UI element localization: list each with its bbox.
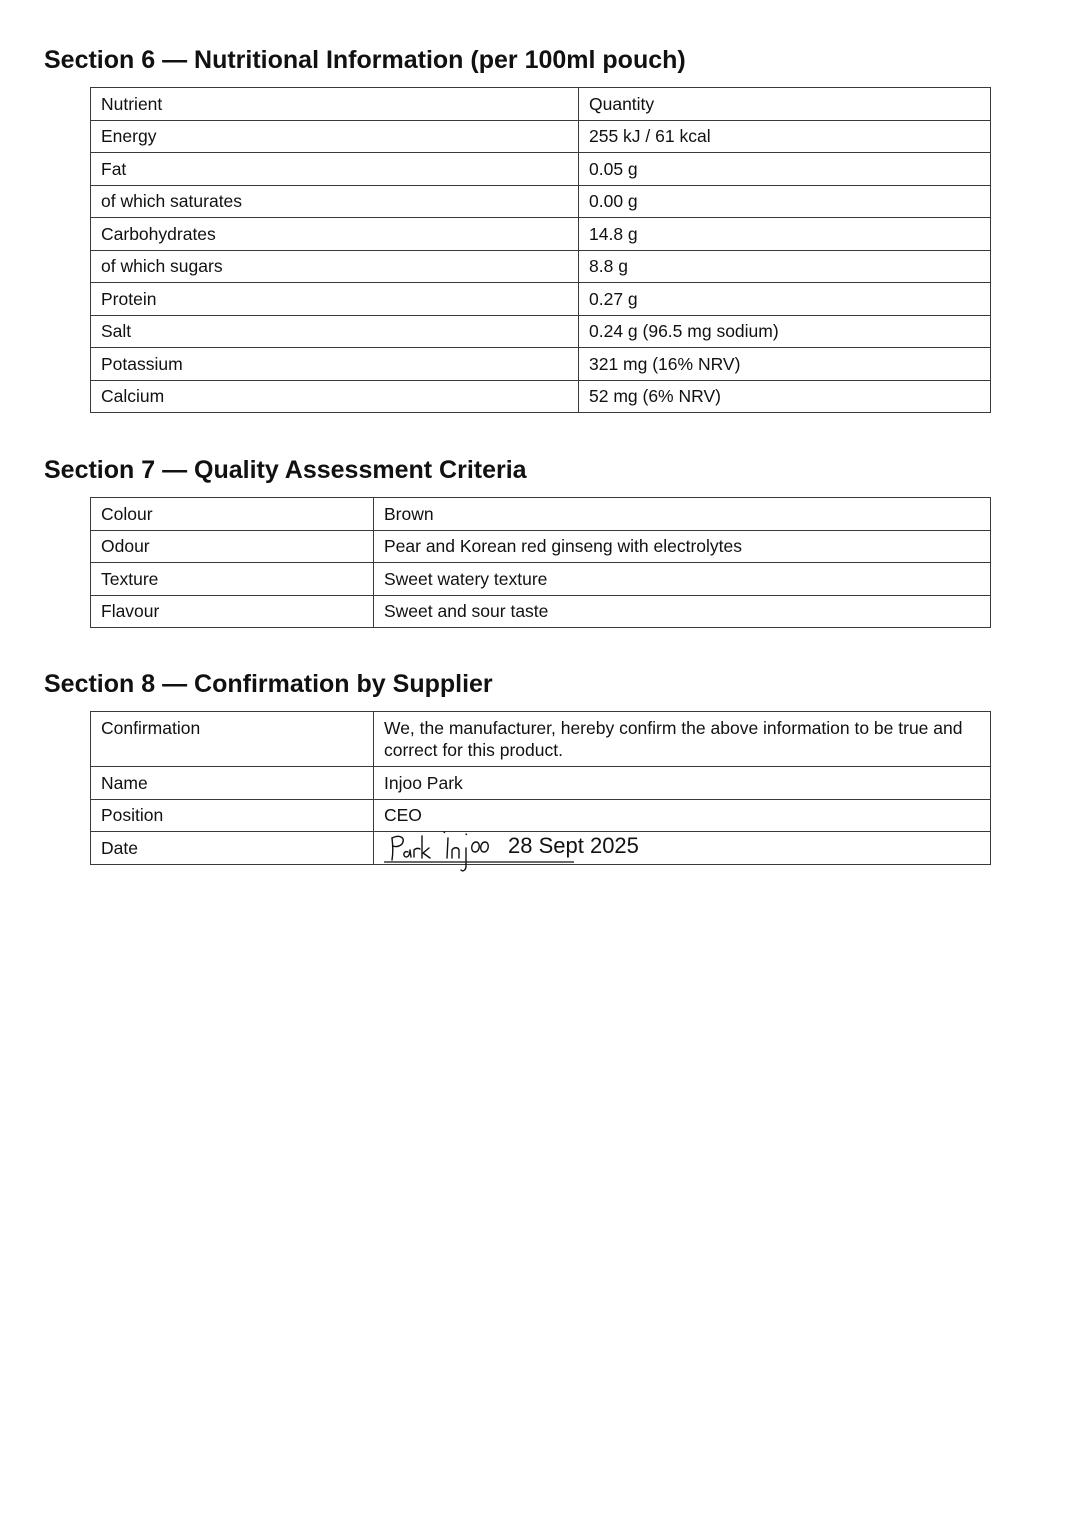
table-row bbox=[91, 88, 991, 121]
nutrient-value: 255 kJ / 61 kcal bbox=[579, 120, 991, 153]
nutrient-label: Carbohydrates bbox=[91, 218, 579, 251]
name-value: Injoo Park bbox=[374, 767, 991, 800]
table-row bbox=[91, 563, 991, 596]
nutrient-value: 8.8 g bbox=[579, 250, 991, 283]
confirmation-text: We, the manufacturer, hereby confirm the above information to be true and correct for this product. bbox=[374, 712, 991, 767]
table-row bbox=[91, 530, 991, 563]
table-row bbox=[91, 348, 991, 381]
table-row bbox=[91, 185, 991, 218]
nutrient-label: of which saturates bbox=[91, 185, 579, 218]
table-row bbox=[91, 832, 991, 865]
table-row bbox=[91, 283, 991, 316]
date-label: Date bbox=[91, 832, 374, 865]
criterion-value: Sweet and sour taste bbox=[374, 595, 991, 628]
nutrient-label: Potassium bbox=[91, 348, 579, 381]
criterion-value: Pear and Korean red ginseng with electrolytes bbox=[374, 530, 991, 563]
nutrient-value: 0.05 g bbox=[579, 153, 991, 186]
signature-date-cell bbox=[374, 832, 991, 865]
section-8-heading: Section 8 — Confirmation by Supplier bbox=[44, 670, 493, 698]
nutrient-value: 0.24 g (96.5 mg sodium) bbox=[579, 315, 991, 348]
criterion-label: Flavour bbox=[91, 595, 374, 628]
criterion-label: Colour bbox=[91, 498, 374, 531]
position-value: CEO bbox=[374, 799, 991, 832]
table-row bbox=[91, 712, 991, 767]
table-row bbox=[91, 767, 991, 800]
table-row bbox=[91, 218, 991, 251]
nutrient-value: 0.27 g bbox=[579, 283, 991, 316]
nutrient-value: 52 mg (6% NRV) bbox=[579, 380, 991, 413]
nutrient-label: Calcium bbox=[91, 380, 579, 413]
criterion-value: Sweet watery texture bbox=[374, 563, 991, 596]
criterion-value: Brown bbox=[374, 498, 991, 531]
position-label: Position bbox=[91, 799, 374, 832]
criterion-label: Odour bbox=[91, 530, 374, 563]
table-row bbox=[91, 315, 991, 348]
nutrition-table bbox=[90, 87, 991, 413]
table-row bbox=[91, 120, 991, 153]
signature-date: 28 Sept 2025 bbox=[508, 833, 639, 858]
nutrition-header-quantity: Quantity bbox=[579, 88, 991, 121]
table-row bbox=[91, 250, 991, 283]
table-row bbox=[91, 380, 991, 413]
table-row bbox=[91, 153, 991, 186]
nutrient-label: Fat bbox=[91, 153, 579, 186]
confirmation-label: Confirmation bbox=[91, 712, 374, 767]
confirmation-table bbox=[90, 711, 991, 865]
nutrient-label: Energy bbox=[91, 120, 579, 153]
nutrient-label: of which sugars bbox=[91, 250, 579, 283]
criterion-label: Texture bbox=[91, 563, 374, 596]
name-label: Name bbox=[91, 767, 374, 800]
nutrient-value: 14.8 g bbox=[579, 218, 991, 251]
nutrition-header-nutrient: Nutrient bbox=[91, 88, 579, 121]
nutrient-value: 321 mg (16% NRV) bbox=[579, 348, 991, 381]
nutrient-label: Salt bbox=[91, 315, 579, 348]
table-row bbox=[91, 595, 991, 628]
section-6-heading: Section 6 — Nutritional Information (per 100ml pouch) bbox=[44, 46, 686, 74]
nutrient-label: Protein bbox=[91, 283, 579, 316]
nutrient-value: 0.00 g bbox=[579, 185, 991, 218]
quality-table bbox=[90, 497, 991, 628]
table-row bbox=[91, 498, 991, 531]
section-7-heading: Section 7 — Quality Assessment Criteria bbox=[44, 456, 527, 484]
